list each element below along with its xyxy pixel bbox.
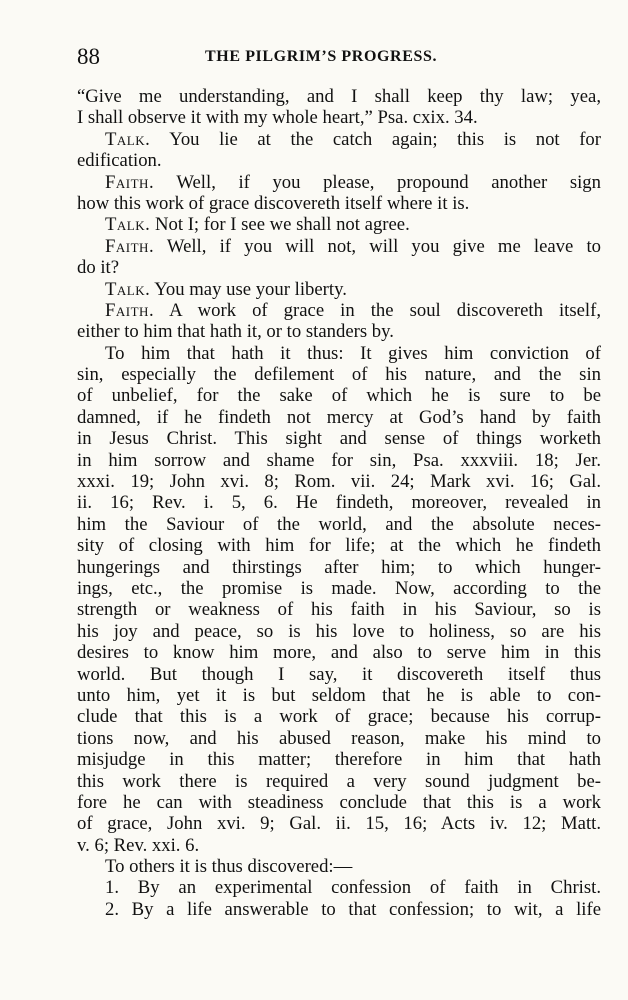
- text-line: [77, 835, 601, 856]
- line-text: hungerings and thirstings after him; to which hunger-: [77, 556, 601, 578]
- speaker-name: Talk.: [105, 278, 151, 300]
- line-text: misjudge in this matter; therefore in him that hath: [77, 749, 601, 771]
- line-text: unto him, yet it is but seldom that he is able to con-: [77, 684, 601, 706]
- line-text: him the Saviour of the world, and the absolute neces-: [77, 513, 601, 535]
- text-line: [77, 535, 601, 556]
- line-text: You lie at the catch again; this is not for: [150, 128, 601, 150]
- text-line: [77, 150, 601, 171]
- line-text: either to him that hath it, or to standers by.: [77, 321, 394, 343]
- line-text: in Jesus Christ. This sight and sense of things worketh: [77, 428, 601, 450]
- line-text: fore he can with steadiness conclude that this is a work: [77, 791, 601, 813]
- text-line: [77, 749, 601, 770]
- text-line: [77, 385, 601, 406]
- speaker-name: Talk.: [105, 214, 151, 236]
- line-text: To him that hath it thus: It gives him conviction of: [105, 342, 601, 364]
- text-line: [77, 621, 601, 642]
- line-text: Not I; for I see we shall not agree.: [150, 214, 410, 236]
- text-line: [77, 214, 601, 235]
- line-text: in him sorrow and shame for sin, Psa. xxxviii. 18; Jer.: [77, 449, 601, 471]
- line-text: sity of closing with him for life; at the which he findeth: [77, 535, 601, 557]
- line-text: how this work of grace discovereth itself where it is.: [77, 192, 470, 214]
- line-text: desires to know him more, and also to serve him in this: [77, 642, 601, 664]
- text-line: [77, 492, 601, 513]
- line-text: world. But though I say, it discovereth itself thus: [77, 663, 601, 685]
- line-text: A work of grace in the soul discovereth itself,: [154, 299, 601, 321]
- line-text: of unbelief, for the sake of which he is sure to be: [77, 385, 601, 407]
- speaker-name: Faith.: [105, 299, 155, 321]
- speaker-name: Faith.: [105, 235, 155, 257]
- line-text: sin, especially the defilement of his nature, and the sin: [77, 364, 601, 386]
- line-text: of grace, John xvi. 9; Gal. ii. 15, 16; Acts iv. 12; Matt.: [77, 813, 601, 835]
- text-line: [77, 343, 601, 364]
- page-body: [77, 86, 601, 920]
- line-text: tions now, and his abused reason, make his mind to: [77, 727, 601, 749]
- text-line: [77, 899, 601, 920]
- line-text: I shall observe it with my whole heart,” Psa. cxix. 34.: [77, 107, 478, 129]
- text-line: [77, 107, 601, 128]
- text-line: [77, 813, 601, 834]
- text-line: [77, 193, 601, 214]
- text-line: [77, 257, 601, 278]
- text-line: [77, 407, 601, 428]
- line-text: his joy and peace, so is his love to holiness, so are his: [77, 620, 601, 642]
- text-line: [77, 364, 601, 385]
- line-text: do it?: [77, 257, 120, 279]
- text-line: [77, 321, 601, 342]
- page-number: 88: [77, 44, 100, 69]
- line-text: 1. By an experimental confession of faith in Christ.: [105, 877, 601, 899]
- line-text: To others it is thus discovered:—: [105, 856, 353, 878]
- line-text: strength or weakness of his faith in his Saviour, so is: [77, 599, 601, 621]
- line-text: xxxi. 19; John xvi. 8; Rom. vii. 24; Mark xvi. 16; Gal.: [77, 471, 601, 493]
- text-line: [77, 557, 601, 578]
- text-line: [77, 685, 601, 706]
- text-line: [77, 172, 601, 193]
- line-text: ings, etc., the promise is made. Now, according to the: [77, 577, 601, 599]
- line-text: 2. By a life answerable to that confession; to wit, a life: [105, 898, 601, 920]
- text-line: [77, 664, 601, 685]
- text-line: [77, 86, 601, 107]
- line-text: clude that this is a work of grace; because his corrup-: [77, 706, 601, 728]
- text-line: [77, 514, 601, 535]
- line-text: “Give me understanding, and I shall keep thy law; yea,: [77, 86, 601, 107]
- text-line: [77, 471, 601, 492]
- text-line: [77, 706, 601, 727]
- running-title: THE PILGRIM’S PROGRESS.: [205, 48, 438, 65]
- text-line: [77, 300, 601, 321]
- line-text: edification.: [77, 150, 162, 172]
- line-text: Well, if you will not, will you give me leave to: [154, 235, 601, 257]
- text-line: [77, 450, 601, 471]
- text-line: [77, 599, 601, 620]
- line-text: ii. 16; Rev. i. 5, 6. He findeth, moreover, revealed in: [77, 492, 601, 514]
- text-line: [77, 728, 601, 749]
- text-line: [77, 428, 601, 449]
- line-text: Well, if you please, propound another sign: [154, 171, 601, 193]
- text-line: [77, 279, 601, 300]
- text-line: [77, 856, 601, 877]
- text-line: [77, 578, 601, 599]
- line-text: v. 6; Rev. xxi. 6.: [77, 834, 200, 856]
- text-line: [77, 642, 601, 663]
- line-text: damned, if he findeth not mercy at God’s hand by faith: [77, 406, 601, 428]
- line-text: You may use your liberty.: [150, 278, 347, 300]
- speaker-name: Faith.: [105, 171, 155, 193]
- running-header: [77, 44, 532, 68]
- line-text: this work there is required a very sound judgment be-: [77, 770, 601, 792]
- text-line: [77, 236, 601, 257]
- text-line: [77, 792, 601, 813]
- speaker-name: Talk.: [105, 128, 151, 150]
- text-line: [77, 771, 601, 792]
- text-line: [77, 877, 601, 898]
- text-line: [77, 129, 601, 150]
